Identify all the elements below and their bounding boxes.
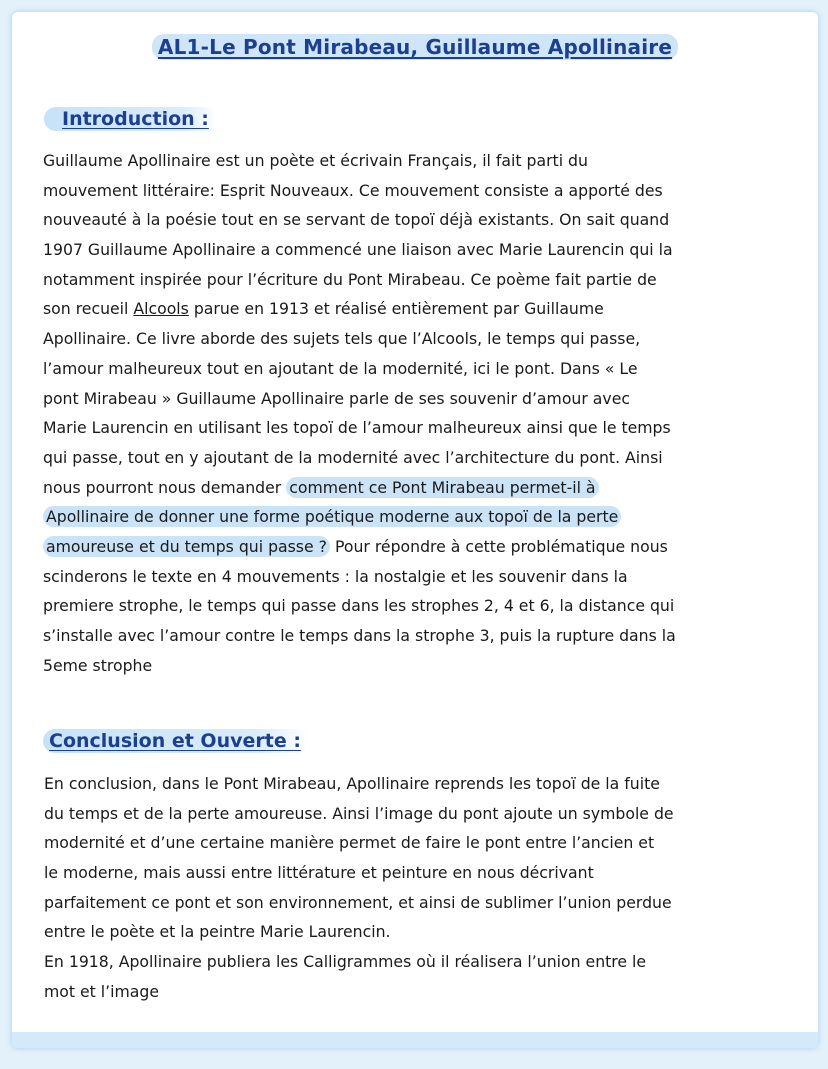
text-line: pont Mirabeau » Guillaume Apollinaire parle de ses souvenir d’amour avec (43, 388, 630, 408)
text-line: entre le poète et la peintre Marie Laurencin. (44, 922, 391, 942)
text-line: qui passe, tout en y ajoutant de la modernité avec l’architecture du pont. Ainsi (43, 447, 663, 467)
document-page (12, 12, 818, 1048)
text-line: l’amour malheureux tout en ajoutant de la modernité, ici le pont. Dans « Le (43, 358, 638, 378)
page-bottom-border (12, 1032, 818, 1048)
text-fragment: son recueil (43, 299, 134, 319)
text-line: En conclusion, dans le Pont Mirabeau, Apollinaire reprends les topoï de la fuite (44, 774, 660, 793)
text-line: parfaitement ce pont et son environnement, et ainsi de sublimer l’union perdue (44, 892, 672, 912)
text-line: mot et l’image (44, 981, 160, 1001)
text-line: du temps et de la perte amoureuse. Ainsi l’image du pont ajoute un symbole de (44, 803, 674, 823)
problematic-highlight: Apollinaire de donner une forme poétique moderne aux topoï de la perte (43, 506, 621, 527)
problematic-highlight: amoureuse et du temps qui passe ? (43, 536, 330, 557)
conclusion-paragraph (44, 769, 674, 1007)
text-line: 5eme strophe (43, 655, 153, 675)
document-title: AL1-Le Pont Mirabeau, Guillaume Apollinaire (152, 34, 678, 60)
text-line: scinderons le texte en 4 mouvements : la nostalgie et les souvenir dans la (43, 566, 628, 586)
text-fragment: Pour répondre à cette problématique nous (329, 536, 668, 556)
introduction-heading: Introduction : (44, 107, 217, 131)
text-line: mouvement littéraire: Esprit Nouveaux. Ce mouvement consiste a apporté des (43, 180, 663, 200)
problematic-highlight: comment ce Pont Mirabeau permet-il à (286, 477, 598, 498)
introduction-paragraph (43, 146, 676, 680)
text-line: 1907 Guillaume Apollinaire a commencé une liaison avec Marie Laurencin qui la (43, 240, 673, 260)
text-line: Guillaume Apollinaire est un poète et écrivain Français, il fait parti du (43, 151, 588, 170)
text-line: s’installe avec l’amour contre le temps dans la strophe 3, puis la rupture dans la (43, 626, 676, 645)
text-fragment: nous pourront nous demander (43, 477, 287, 497)
text-line: premiere strophe, le temps qui passe dans les strophes 2, 4 et 6, la distance qui (43, 596, 675, 616)
text-line: Apollinaire. Ce livre aborde des sujets tels que l’Alcools, le temps qui passe, (43, 329, 641, 349)
title-container (12, 34, 818, 60)
conclusion-heading: Conclusion et Ouverte : (43, 729, 309, 753)
book-title-alcools: Alcools (133, 299, 189, 319)
text-line (43, 294, 676, 324)
text-line: En 1918, Apollinaire publiera les Calligrammes où il réalisera l’union entre le (44, 952, 647, 972)
text-line: nouveauté à la poésie tout en se servant de topoï déjà existants. On sait quand (43, 210, 670, 230)
text-line (43, 532, 676, 562)
text-line: notamment inspirée pour l’écriture du Pont Mirabeau. Ce poème fait partie de (43, 269, 657, 289)
text-line: le moderne, mais aussi entre littérature et peinture en nous décrivant (44, 863, 594, 883)
text-fragment: parue en 1913 et réalisé entièrement par Guillaume (188, 299, 604, 319)
text-line (43, 502, 676, 532)
text-line: modernité et d’une certaine manière permet de faire le pont entre l’ancien et (44, 833, 655, 853)
text-line (43, 473, 676, 503)
text-line: Marie Laurencin en utilisant les topoï de l’amour malheureux ainsi que le temps (43, 418, 671, 438)
